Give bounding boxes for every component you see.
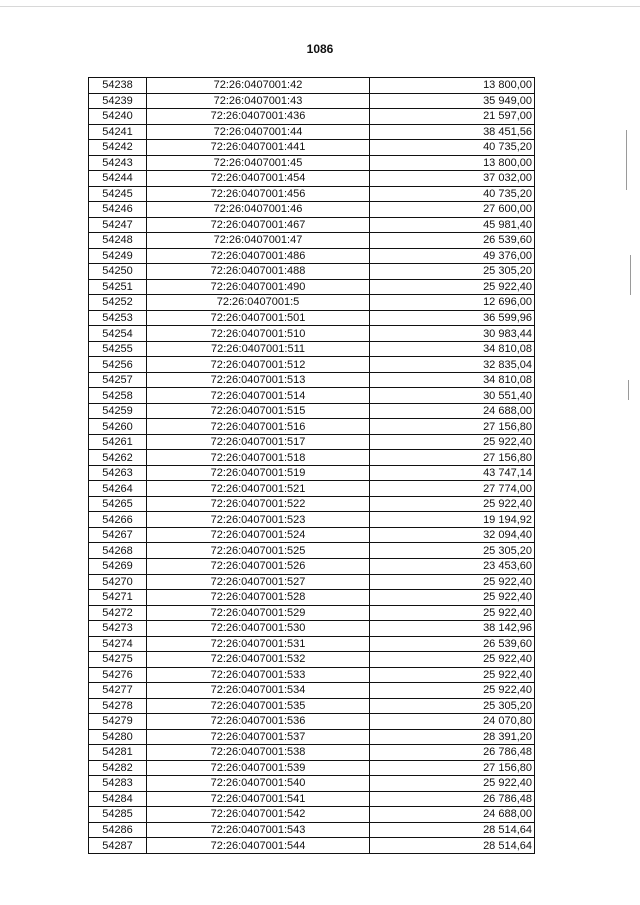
table-row [89, 714, 535, 730]
table-row [89, 93, 535, 109]
cadastral-number-cell: 72:26:0407001:543 [147, 822, 370, 838]
record-number-cell: 54282 [89, 760, 147, 776]
value-cell: 24 688,00 [370, 807, 535, 823]
value-cell: 30 551,40 [370, 388, 535, 404]
cadastral-number-cell: 72:26:0407001:518 [147, 450, 370, 466]
cadastral-number-cell: 72:26:0407001:512 [147, 357, 370, 373]
table-row [89, 450, 535, 466]
record-number-cell: 54260 [89, 419, 147, 435]
value-cell: 26 539,60 [370, 233, 535, 249]
record-number-cell: 54278 [89, 698, 147, 714]
value-cell: 25 922,40 [370, 496, 535, 512]
value-cell: 27 774,00 [370, 481, 535, 497]
value-cell: 25 922,40 [370, 667, 535, 683]
record-number-cell: 54244 [89, 171, 147, 187]
table-row [89, 667, 535, 683]
scan-artifact [628, 380, 629, 400]
value-cell: 25 922,40 [370, 590, 535, 606]
record-number-cell: 54247 [89, 217, 147, 233]
cadastral-number-cell: 72:26:0407001:538 [147, 745, 370, 761]
cadastral-number-cell: 72:26:0407001:521 [147, 481, 370, 497]
record-number-cell: 54245 [89, 186, 147, 202]
value-cell: 28 514,64 [370, 838, 535, 854]
record-number-cell: 54249 [89, 248, 147, 264]
cadastral-number-cell: 72:26:0407001:515 [147, 403, 370, 419]
table-row [89, 264, 535, 280]
value-cell: 12 696,00 [370, 295, 535, 311]
record-number-cell: 54284 [89, 791, 147, 807]
record-number-cell: 54239 [89, 93, 147, 109]
record-number-cell: 54255 [89, 341, 147, 357]
table-row [89, 776, 535, 792]
table-row [89, 605, 535, 621]
record-number-cell: 54258 [89, 388, 147, 404]
table-row [89, 155, 535, 171]
value-cell: 24 070,80 [370, 714, 535, 730]
record-number-cell: 54280 [89, 729, 147, 745]
cadastral-number-cell: 72:26:0407001:530 [147, 621, 370, 637]
cadastral-number-cell: 72:26:0407001:513 [147, 372, 370, 388]
record-number-cell: 54246 [89, 202, 147, 218]
value-cell: 40 735,20 [370, 186, 535, 202]
cadastral-number-cell: 72:26:0407001:529 [147, 605, 370, 621]
cadastral-number-cell: 72:26:0407001:519 [147, 465, 370, 481]
cadastral-number-cell: 72:26:0407001:490 [147, 279, 370, 295]
value-cell: 30 983,44 [370, 326, 535, 342]
value-cell: 49 376,00 [370, 248, 535, 264]
table-row [89, 341, 535, 357]
record-number-cell: 54287 [89, 838, 147, 854]
table-row [89, 465, 535, 481]
table-row [89, 140, 535, 156]
cadastral-number-cell: 72:26:0407001:5 [147, 295, 370, 311]
table-row [89, 217, 535, 233]
record-number-cell: 54285 [89, 807, 147, 823]
cadastral-number-cell: 72:26:0407001:42 [147, 78, 370, 94]
record-number-cell: 54277 [89, 683, 147, 699]
table-row [89, 233, 535, 249]
value-cell: 32 835,04 [370, 357, 535, 373]
record-number-cell: 54240 [89, 109, 147, 125]
value-cell: 13 800,00 [370, 155, 535, 171]
record-number-cell: 54261 [89, 434, 147, 450]
value-cell: 45 981,40 [370, 217, 535, 233]
table-row [89, 760, 535, 776]
cadastral-number-cell: 72:26:0407001:516 [147, 419, 370, 435]
record-number-cell: 54248 [89, 233, 147, 249]
table-row [89, 838, 535, 854]
value-cell: 35 949,00 [370, 93, 535, 109]
cadastral-number-cell: 72:26:0407001:436 [147, 109, 370, 125]
table-row [89, 729, 535, 745]
table-row [89, 527, 535, 543]
table-row [89, 621, 535, 637]
value-cell: 37 032,00 [370, 171, 535, 187]
record-number-cell: 54243 [89, 155, 147, 171]
record-number-cell: 54241 [89, 124, 147, 140]
value-cell: 24 688,00 [370, 403, 535, 419]
value-cell: 38 451,56 [370, 124, 535, 140]
table-row [89, 124, 535, 140]
table-row [89, 791, 535, 807]
table-row [89, 202, 535, 218]
cadastral-number-cell: 72:26:0407001:533 [147, 667, 370, 683]
cadastral-number-cell: 72:26:0407001:544 [147, 838, 370, 854]
record-number-cell: 54259 [89, 403, 147, 419]
parcel-table-body [89, 78, 535, 854]
value-cell: 25 305,20 [370, 698, 535, 714]
cadastral-number-cell: 72:26:0407001:510 [147, 326, 370, 342]
cadastral-number-cell: 72:26:0407001:522 [147, 496, 370, 512]
value-cell: 26 539,60 [370, 636, 535, 652]
scan-artifact [0, 6, 640, 7]
value-cell: 25 922,40 [370, 605, 535, 621]
value-cell: 25 922,40 [370, 279, 535, 295]
value-cell: 43 747,14 [370, 465, 535, 481]
table-row [89, 745, 535, 761]
value-cell: 26 786,48 [370, 745, 535, 761]
value-cell: 28 391,20 [370, 729, 535, 745]
cadastral-number-cell: 72:26:0407001:541 [147, 791, 370, 807]
cadastral-number-cell: 72:26:0407001:45 [147, 155, 370, 171]
table-row [89, 78, 535, 94]
record-number-cell: 54264 [89, 481, 147, 497]
record-number-cell: 54275 [89, 652, 147, 668]
value-cell: 26 786,48 [370, 791, 535, 807]
record-number-cell: 54283 [89, 776, 147, 792]
cadastral-number-cell: 72:26:0407001:43 [147, 93, 370, 109]
cadastral-number-cell: 72:26:0407001:535 [147, 698, 370, 714]
table-row [89, 822, 535, 838]
table-row [89, 109, 535, 125]
cadastral-number-cell: 72:26:0407001:527 [147, 574, 370, 590]
table-row [89, 698, 535, 714]
cadastral-number-cell: 72:26:0407001:47 [147, 233, 370, 249]
table-row [89, 326, 535, 342]
record-number-cell: 54257 [89, 372, 147, 388]
record-number-cell: 54253 [89, 310, 147, 326]
cadastral-number-cell: 72:26:0407001:537 [147, 729, 370, 745]
table-row [89, 171, 535, 187]
value-cell: 34 810,08 [370, 372, 535, 388]
value-cell: 25 922,40 [370, 434, 535, 450]
table-row [89, 590, 535, 606]
cadastral-number-cell: 72:26:0407001:511 [147, 341, 370, 357]
cadastral-number-cell: 72:26:0407001:531 [147, 636, 370, 652]
record-number-cell: 54281 [89, 745, 147, 761]
value-cell: 27 156,80 [370, 760, 535, 776]
table-row [89, 636, 535, 652]
table-row [89, 357, 535, 373]
table-row [89, 279, 535, 295]
record-number-cell: 54267 [89, 527, 147, 543]
record-number-cell: 54254 [89, 326, 147, 342]
table-row [89, 683, 535, 699]
value-cell: 27 156,80 [370, 450, 535, 466]
table-row [89, 310, 535, 326]
table-row [89, 558, 535, 574]
table-row [89, 496, 535, 512]
value-cell: 34 810,08 [370, 341, 535, 357]
value-cell: 25 922,40 [370, 652, 535, 668]
page-number: 1086 [306, 42, 334, 56]
value-cell: 32 094,40 [370, 527, 535, 543]
cadastral-number-cell: 72:26:0407001:526 [147, 558, 370, 574]
table-row [89, 481, 535, 497]
record-number-cell: 54256 [89, 357, 147, 373]
table-row [89, 295, 535, 311]
record-number-cell: 54270 [89, 574, 147, 590]
record-number-cell: 54269 [89, 558, 147, 574]
record-number-cell: 54268 [89, 543, 147, 559]
record-number-cell: 54274 [89, 636, 147, 652]
cadastral-number-cell: 72:26:0407001:525 [147, 543, 370, 559]
value-cell: 36 599,96 [370, 310, 535, 326]
record-number-cell: 54279 [89, 714, 147, 730]
record-number-cell: 54276 [89, 667, 147, 683]
cadastral-number-cell: 72:26:0407001:539 [147, 760, 370, 776]
cadastral-number-cell: 72:26:0407001:536 [147, 714, 370, 730]
cadastral-number-cell: 72:26:0407001:486 [147, 248, 370, 264]
cadastral-number-cell: 72:26:0407001:514 [147, 388, 370, 404]
table-row [89, 807, 535, 823]
value-cell: 40 735,20 [370, 140, 535, 156]
value-cell: 25 922,40 [370, 776, 535, 792]
cadastral-number-cell: 72:26:0407001:524 [147, 527, 370, 543]
value-cell: 19 194,92 [370, 512, 535, 528]
cadastral-number-cell: 72:26:0407001:540 [147, 776, 370, 792]
table-row [89, 248, 535, 264]
record-number-cell: 54272 [89, 605, 147, 621]
cadastral-number-cell: 72:26:0407001:528 [147, 590, 370, 606]
cadastral-number-cell: 72:26:0407001:456 [147, 186, 370, 202]
record-number-cell: 54273 [89, 621, 147, 637]
table-row [89, 403, 535, 419]
value-cell: 25 305,20 [370, 264, 535, 280]
table-row [89, 512, 535, 528]
table-row [89, 574, 535, 590]
table-row [89, 186, 535, 202]
cadastral-number-cell: 72:26:0407001:46 [147, 202, 370, 218]
value-cell: 25 305,20 [370, 543, 535, 559]
cadastral-number-cell: 72:26:0407001:534 [147, 683, 370, 699]
record-number-cell: 54251 [89, 279, 147, 295]
record-number-cell: 54250 [89, 264, 147, 280]
record-number-cell: 54262 [89, 450, 147, 466]
table-row [89, 652, 535, 668]
cadastral-number-cell: 72:26:0407001:542 [147, 807, 370, 823]
record-number-cell: 54286 [89, 822, 147, 838]
table-row [89, 388, 535, 404]
value-cell: 38 142,96 [370, 621, 535, 637]
scan-artifact [630, 255, 631, 295]
record-number-cell: 54242 [89, 140, 147, 156]
cadastral-number-cell: 72:26:0407001:517 [147, 434, 370, 450]
value-cell: 23 453,60 [370, 558, 535, 574]
table-row [89, 434, 535, 450]
table-row [89, 372, 535, 388]
table-row [89, 419, 535, 435]
record-number-cell: 54266 [89, 512, 147, 528]
value-cell: 21 597,00 [370, 109, 535, 125]
table-row [89, 543, 535, 559]
cadastral-number-cell: 72:26:0407001:44 [147, 124, 370, 140]
record-number-cell: 54252 [89, 295, 147, 311]
scan-artifact [626, 130, 627, 190]
value-cell: 28 514,64 [370, 822, 535, 838]
record-number-cell: 54271 [89, 590, 147, 606]
parcel-table [88, 77, 535, 854]
cadastral-number-cell: 72:26:0407001:501 [147, 310, 370, 326]
cadastral-number-cell: 72:26:0407001:441 [147, 140, 370, 156]
cadastral-number-cell: 72:26:0407001:454 [147, 171, 370, 187]
cadastral-number-cell: 72:26:0407001:523 [147, 512, 370, 528]
cadastral-number-cell: 72:26:0407001:488 [147, 264, 370, 280]
cadastral-number-cell: 72:26:0407001:467 [147, 217, 370, 233]
value-cell: 27 600,00 [370, 202, 535, 218]
value-cell: 27 156,80 [370, 419, 535, 435]
value-cell: 13 800,00 [370, 78, 535, 94]
value-cell: 25 922,40 [370, 683, 535, 699]
record-number-cell: 54263 [89, 465, 147, 481]
record-number-cell: 54238 [89, 78, 147, 94]
cadastral-number-cell: 72:26:0407001:532 [147, 652, 370, 668]
value-cell: 25 922,40 [370, 574, 535, 590]
record-number-cell: 54265 [89, 496, 147, 512]
